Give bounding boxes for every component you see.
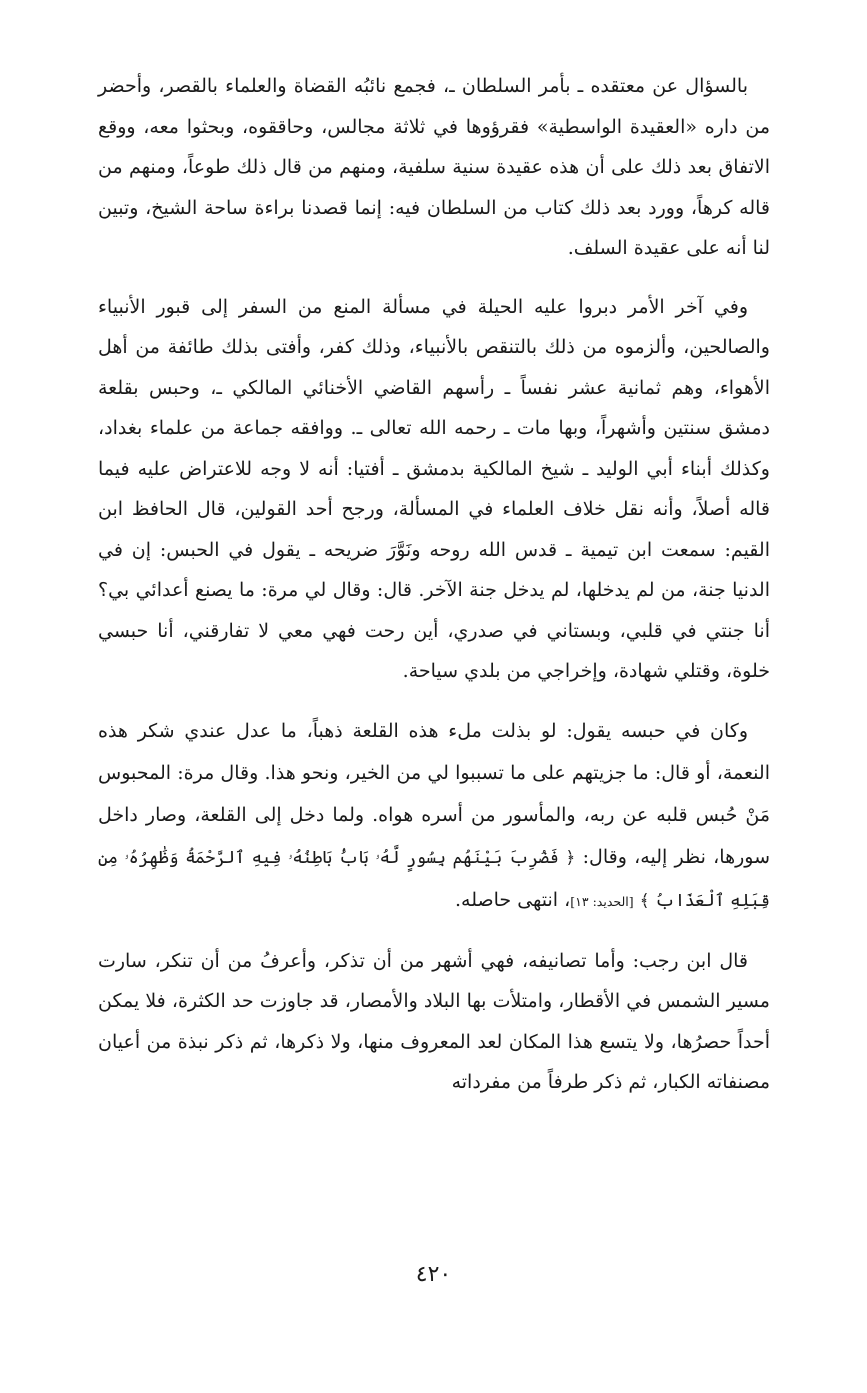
page-number: ٤٢٠ [415,1262,452,1287]
paragraph-3 [98,710,770,923]
paragraph-2: وفي آخر الأمر دبروا عليه الحيلة في مسألة المنع من السفر إلى قبور الأنبياء والصالحين، وألزموه من ذلك بالتنقص بالأنبياء، وذلك كفر، وأفتى بذلك طائفة من أهل الأهواء، وهم ثمانية عشر نفساً ـ رأسهم القاضي الأخنائي المالكي ـ، وحبس بقلعة دمشق سنتين وأشهراً، وبها مات ـ رحمه الله تعالى ـ. ووافقه جماعة من علماء بغداد، وكذلك أبناء أبي الوليد ـ شيخ المالكية بدمشق ـ أفتيا: أنه لا وجه للاعتراض عليه فيما قاله أصلاً، وأنه نقل خلاف العلماء في المسألة، ورجح أحد القولين، قال الحافظ ابن القيم: سمعت ابن تيمية ـ قدس الله روحه ونَوَّرَ ضريحه ـ يقول في الحبس: إن في الدنيا جنة، من لم يدخلها، لم يدخل جنة الآخر. قال: وقال لي مرة: ما يصنع أعدائي بي؟ أنا جنتي في قلبي، وبستاني في صدري، أين رحت فهي معي لا تفارقني، أنا حبسي خلوة، وقتلي شهادة، وإخراجي من بلدي سياحة. [98,295,770,682]
paragraph-3-text: وكان في حبسه يقول: لو بذلت ملء هذه القلعة ذهباً، ما عدل عندي شكر هذه النعمة، أو قال: ما جزيتهم على ما تسببوا لي من الخير، ونحو هذا. وقال مرة: المحبوس مَنْ حُبس قلبه عن ربه، والمأسور من أسره هواه. ولما دخل إلى القلعة، وصار داخل سورها، نظر إليه، وقال: [98,719,771,868]
paragraph-3-ending: ، انتهى حاصله. [454,888,571,911]
quran-verse: ﴿ فَضُرِبَ بَيْنَهُم بِسُورٍ لَّهُۥ بَابُۢ بَاطِنُهُۥ فِيهِ ٱلرَّحْمَةُ وَظَٰهِرُهُۥ مِن قِبَلِهِ ٱلْعَذَابُ ﴾ [98,847,770,911]
body-text [98,66,770,1103]
verse-citation: [الحديد: ١٣] [570,893,634,909]
paragraph-1: بالسؤال عن معتقده ـ بأمر السلطان ـ، فجمع نائبُه القضاة والعلماء بالقصر، وأحضر من داره «العقيدة الواسطية» فقرؤوها في ثلاثة مجالس، وحاققوه، وبحثوا معه، ووقع الاتفاق بعد ذلك على أن هذه عقيدة سنية سلفية، ومنهم من قال ذلك طوعاً، ومنهم من قاله كرهاً، وورد بعد ذلك كتاب من السلطان فيه: إنما قصدنا براءة ساحة الشيخ، وتبين لنا أنه على عقيدة السلف. [98,75,770,259]
paragraph-4: قال ابن رجب: وأما تصانيفه، فهي أشهر من أن تذكر، وأعرفُ من أن تنكر، سارت مسير الشمس في الأقطار، وامتلأت بها البلاد والأمصار، قد جاوزت حد الكثرة، فلا يمكن أحداً حصرُها، ولا يتسع هذا المكان لعد المعروف منها، ولا ذكرها، ثم ذكر نبذة من أعيان مصنفاته الكبار، ثم ذكر طرفاً من مفرداته [98,949,770,1093]
